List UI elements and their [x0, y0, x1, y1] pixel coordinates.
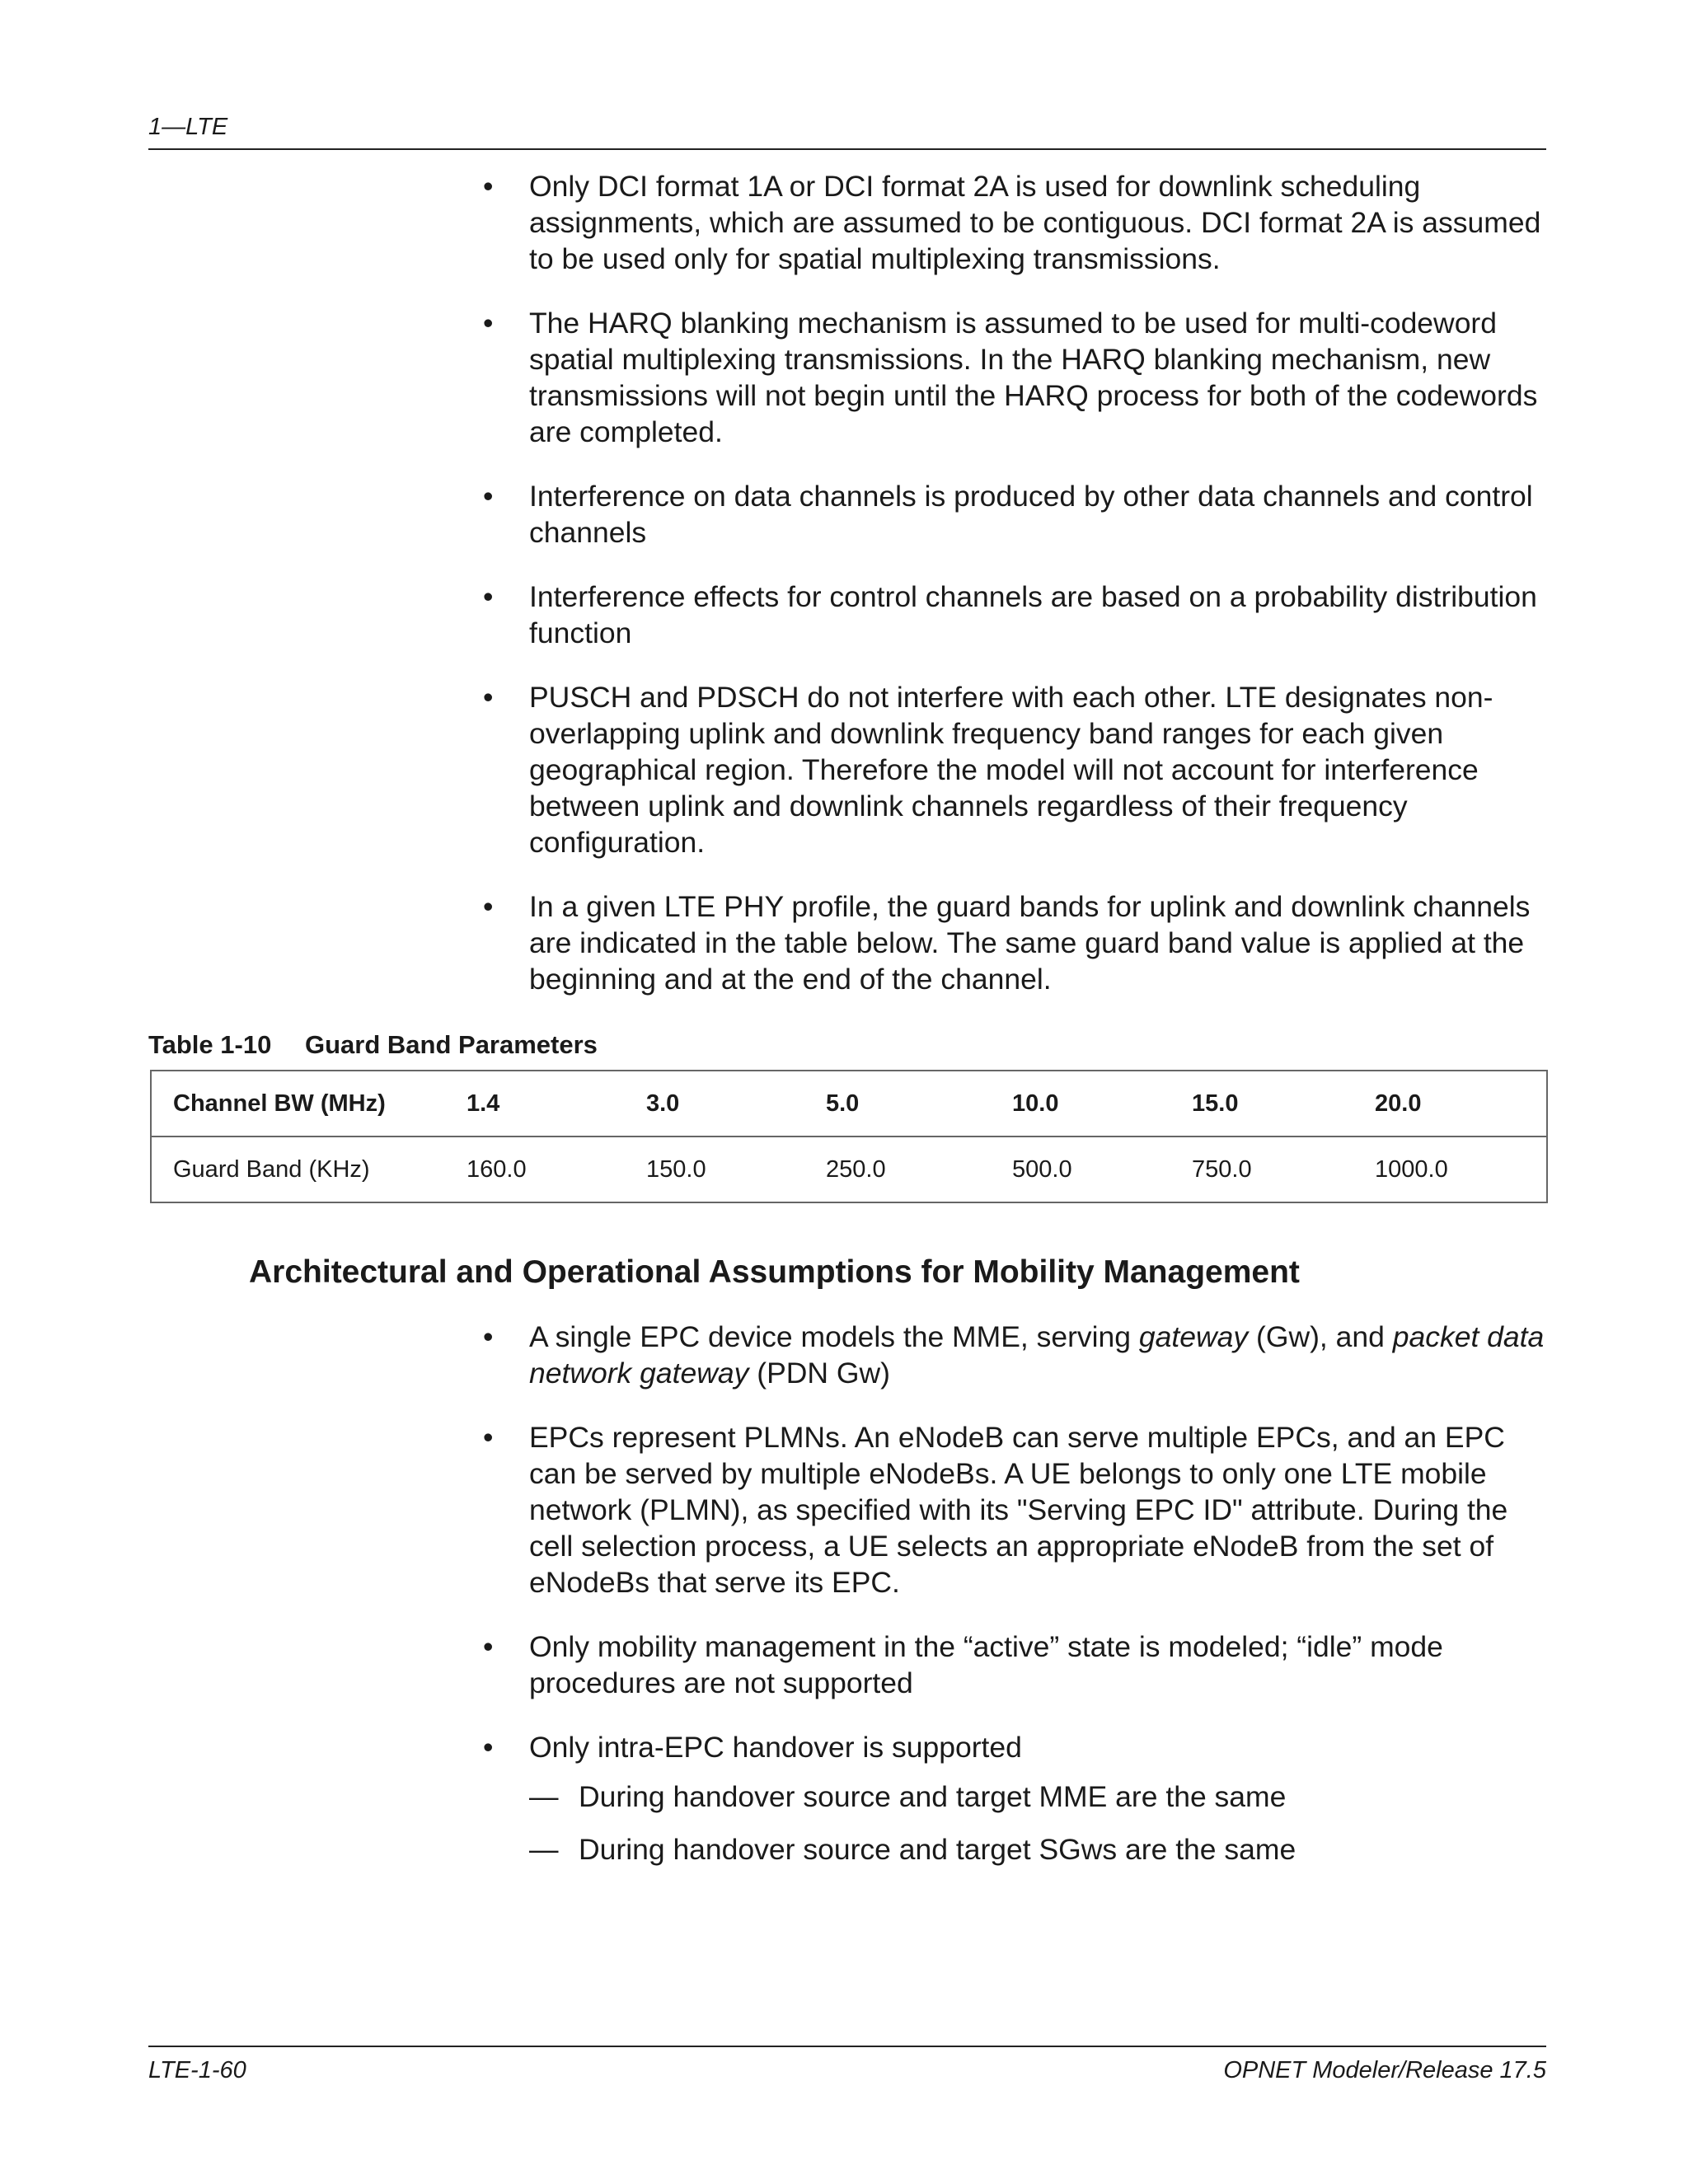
list-item: • Only mobility management in the “active” state is modeled; “idle” mode procedures are not supported	[483, 1629, 1551, 1701]
table-number: Table 1-10	[148, 1030, 272, 1059]
list-item: • Only intra-EPC handover is supported	[483, 1729, 1551, 1765]
sub-list-item: — During handover source and target MME are the same	[529, 1779, 1551, 1815]
page-number: LTE-1-60	[148, 2057, 246, 2083]
table-cell: 150.0	[646, 1155, 706, 1183]
table-cell: 250.0	[826, 1155, 886, 1183]
handover-sublist	[529, 1779, 1551, 1884]
table-cell: 1000.0	[1375, 1155, 1448, 1183]
table-caption	[148, 1029, 598, 1062]
table-cell: 500.0	[1012, 1155, 1072, 1183]
list-item: • EPCs represent PLMNs. An eNodeB can serve multiple EPCs, and an EPC can be served by multiple eNodeBs. A UE belongs to only one LTE mobile network (PLMN), as specified with its "Serving EPC ID" attribute. During the cell selection process, a UE selects an appropriate eNodeB from the set of eNodeBs that serve its EPC.	[483, 1419, 1551, 1601]
list-item: • Only DCI format 1A or DCI format 2A is used for downlink scheduling assignments, which are assumed to be contiguous. DCI format 2A is assumed to be used only for spatial multiplexing transmissions.	[483, 168, 1551, 277]
table-header-cell: Channel BW (MHz)	[151, 1071, 445, 1137]
table-title: Guard Band Parameters	[305, 1030, 598, 1059]
table-row	[151, 1137, 1547, 1202]
footer-rule	[148, 2046, 1546, 2047]
table-cell: 160.0	[467, 1155, 527, 1183]
mobility-assumptions-list	[483, 1319, 1551, 1779]
table-header-cell: 10.0	[991, 1071, 1170, 1137]
list-item: • The HARQ blanking mechanism is assumed to be used for multi-codeword spatial multiplexing transmissions. In the HARQ blanking mechanism, new transmissions will not begin until the HARQ process for both of the codewords are completed.	[483, 305, 1551, 450]
table-header-cell: 3.0	[625, 1071, 804, 1137]
table-header-row	[151, 1071, 1547, 1137]
publication-title: OPNET Modeler/Release 17.5	[1223, 2057, 1546, 2083]
list-item: • Interference on data channels is produced by other data channels and control channels	[483, 478, 1551, 551]
list-item: • In a given LTE PHY profile, the guard bands for uplink and downlink channels are indicated in the table below. The same guard band value is applied at the beginning and at the end of the channel.	[483, 888, 1551, 997]
assumptions-list	[483, 168, 1551, 1025]
text-run: A single EPC device models the MME, serving	[529, 1320, 1139, 1353]
list-item	[483, 1319, 1551, 1391]
section-heading: Architectural and Operational Assumptions for Mobility Management	[249, 1254, 1300, 1290]
emphasis-term: gateway	[1138, 1320, 1249, 1353]
running-header: 1—LTE	[148, 114, 228, 140]
table-cell: 750.0	[1192, 1155, 1252, 1183]
header-rule	[148, 148, 1546, 150]
table-header-cell: 15.0	[1170, 1071, 1353, 1137]
table-header-cell: 20.0	[1353, 1071, 1547, 1137]
guard-band-table	[150, 1070, 1548, 1203]
table-cell: Guard Band (KHz)	[173, 1155, 370, 1183]
text-run: (PDN Gw)	[748, 1357, 890, 1390]
table-header-cell: 1.4	[445, 1071, 625, 1137]
text-run: (Gw), and	[1248, 1320, 1393, 1353]
emphasis-term: packet data network gateway	[529, 1320, 1545, 1390]
sub-list-item: — During handover source and target SGws are the same	[529, 1831, 1551, 1868]
list-item: • PUSCH and PDSCH do not interfere with each other. LTE designates non-overlapping uplink and downlink frequency band ranges for each given geographical region. Therefore the model will not account for interference between uplink and downlink channels regardless of their frequency configuration.	[483, 679, 1551, 860]
list-item: • Interference effects for control channels are based on a probability distribution function	[483, 579, 1551, 651]
table-header-cell: 5.0	[804, 1071, 991, 1137]
